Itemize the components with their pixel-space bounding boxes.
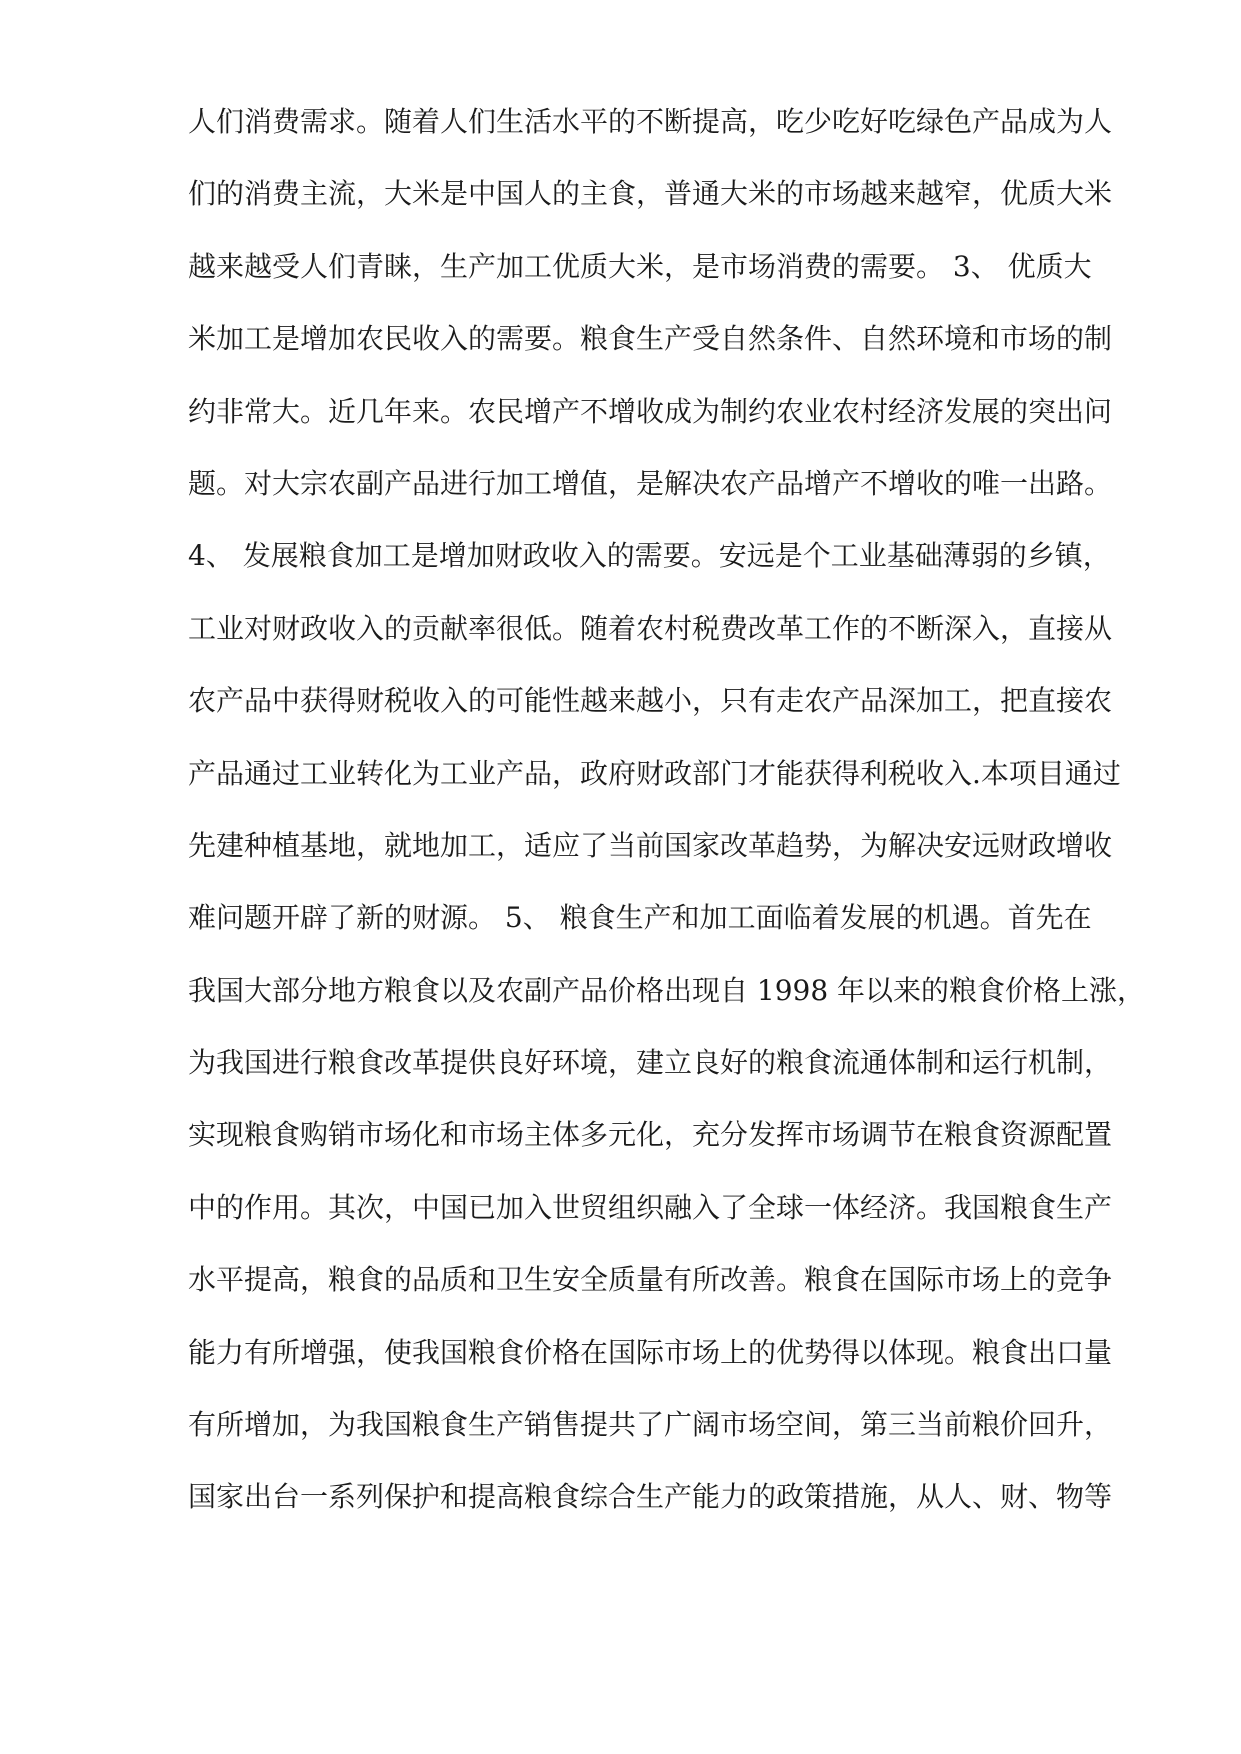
text-line-10: 产品通过工业转化为工业产品，政府财政部门才能获得利税收入.本项目通过 — [188, 756, 1121, 790]
text-line-11: 先建种植基地，就地加工，适应了当前国家改革趋势，为解决安远财政增收 — [188, 828, 1113, 862]
text-line-20: 国家出台一系列保护和提高粮食综合生产能力的政策措施，从人、财、物等 — [188, 1480, 1113, 1514]
text-line-7: 4、 发展粮食加工是增加财政收入的需要。安远是个工业基础薄弱的乡镇， — [188, 539, 1111, 573]
text-line-4: 米加工是增加农民收入的需要。粮食生产受自然条件、自然环境和市场的制 — [188, 322, 1113, 356]
text-line-5: 约非常大。近几年来。农民增产不增收成为制约农业农村经济发展的突出问 — [188, 394, 1113, 428]
text-line-2: 们的消费主流，大米是中国人的主食，普通大米的市场越来越窄，优质大米 — [188, 177, 1113, 211]
text-line-3: 越来越受人们青睐，生产加工优质大米，是市场消费的需要。 3、 优质大 — [188, 249, 1092, 283]
text-line-1: 人们消费需求。随着人们生活水平的不断提高，吃少吃好吃绿色产品成为人 — [188, 105, 1113, 138]
text-line-12: 难问题开辟了新的财源。 5、 粮食生产和加工面临着发展的机遇。首先在 — [188, 901, 1092, 935]
text-line-15: 实现粮食购销市场化和市场主体多元化，充分发挥市场调节在粮食资源配置 — [188, 1118, 1113, 1152]
body-text — [188, 86, 1148, 1534]
text-line-18: 能力有所增强，使我国粮食价格在国际市场上的优势得以体现。粮食出口量 — [188, 1335, 1113, 1369]
text-line-14: 为我国进行粮食改革提供良好环境，建立良好的粮食流通体制和运行机制， — [188, 1046, 1113, 1080]
text-line-17: 水平提高，粮食的品质和卫生安全质量有所改善。粮食在国际市场上的竞争 — [188, 1263, 1113, 1297]
text-line-8: 工业对财政收入的贡献率很低。随着农村税费改革工作的不断深入，直接从 — [188, 611, 1113, 645]
text-line-16: 中的作用。其次，中国已加入世贸组织融入了全球一体经济。我国粮食生产 — [188, 1190, 1113, 1224]
text-line-19: 有所增加，为我国粮食生产销售提共了广阔市场空间，第三当前粮价回升， — [188, 1408, 1113, 1442]
text-line-6: 题。对大宗农副产品进行加工增值，是解决农产品增产不增收的唯一出路。 — [188, 466, 1113, 500]
text-line-9: 农产品中获得财税收入的可能性越来越小，只有走农产品深加工，把直接农 — [188, 684, 1113, 718]
text-line-13: 我国大部分地方粮食以及农副产品价格出现自 1998 年以来的粮食价格上涨， — [188, 973, 1146, 1007]
